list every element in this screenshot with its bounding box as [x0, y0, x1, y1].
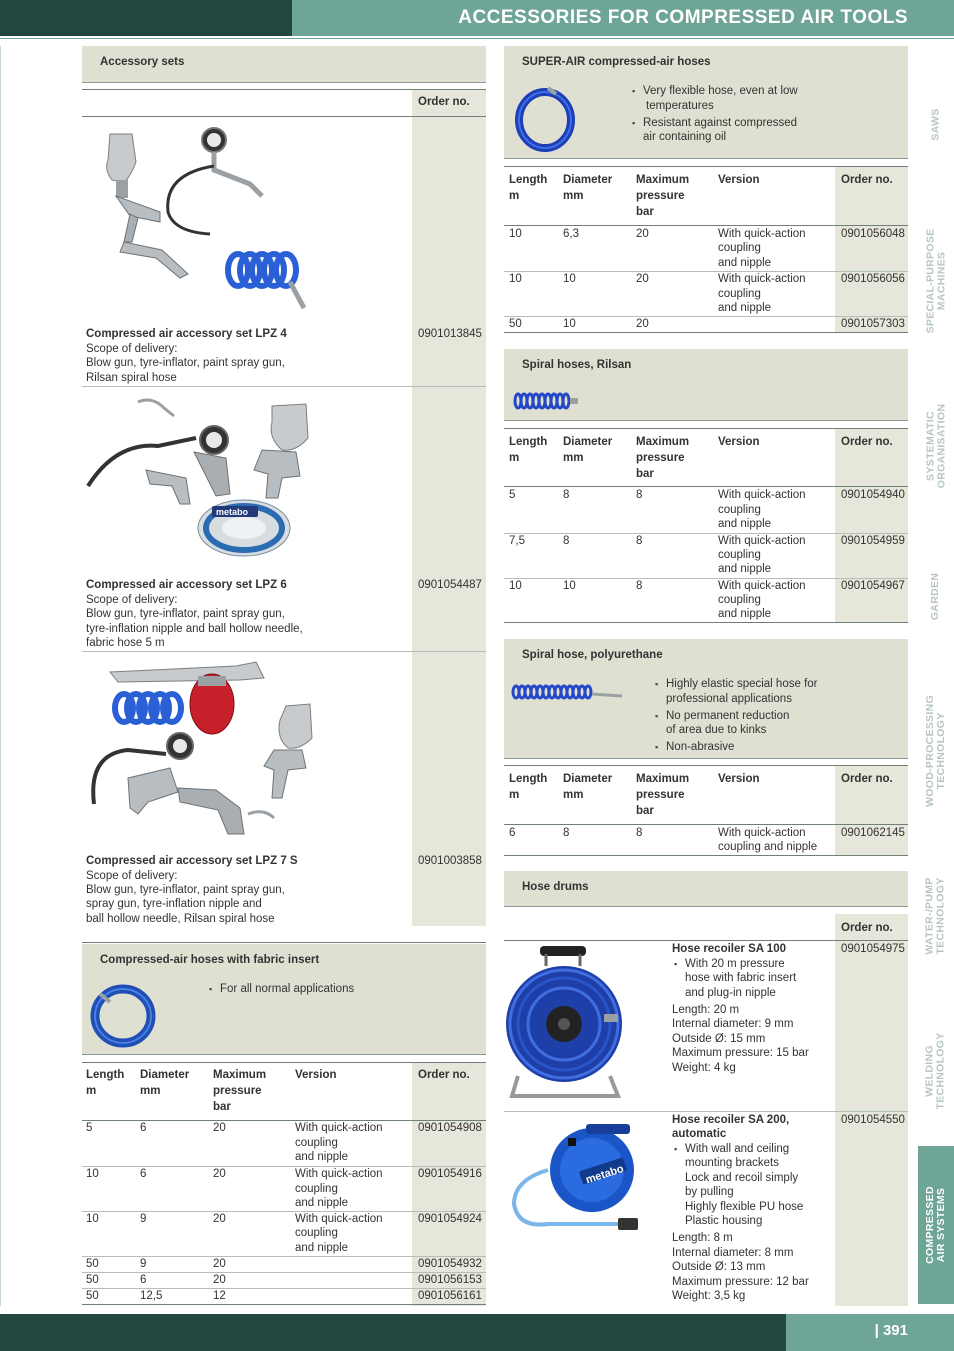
cell-version: coupling and nipple [718, 841, 818, 853]
divider [504, 1111, 908, 1112]
cell-pressure: 20 [213, 1274, 226, 1286]
sa200-bullet: ▪ With wall and ceiling [685, 1142, 789, 1157]
cell-order: 0901062145 [841, 827, 905, 839]
header-dark-band [0, 0, 292, 36]
cell-pressure: 20 [636, 228, 649, 240]
cell-diameter: 10 [563, 318, 576, 330]
sa100-name: Hose recoiler SA 100 [672, 943, 786, 955]
col-order: Order no. [841, 174, 893, 186]
cell-order: 0901054916 [418, 1168, 482, 1180]
sa200-name: automatic [672, 1128, 727, 1140]
spiral-pu-bullet-cont: professional applications [666, 693, 792, 705]
cell-length: 50 [86, 1290, 99, 1302]
cell-version: With quick-action [295, 1213, 383, 1225]
super-air-bullet: ▪ Very flexible hose, even at low [643, 84, 798, 99]
cell-length: 10 [86, 1168, 99, 1180]
cell-order: 0901054959 [841, 535, 905, 547]
cell-version: and nipple [718, 518, 772, 530]
cell-length: 50 [86, 1274, 99, 1286]
col-length-unit: m [509, 190, 520, 202]
cell-version: coupling [295, 1227, 338, 1239]
section-title: Accessory sets [100, 56, 185, 68]
cell-order: 0901056048 [841, 228, 905, 240]
cell-pressure: 20 [636, 273, 649, 285]
col-pressure: Maximum [636, 174, 690, 186]
page-number: | 391 [874, 1322, 908, 1339]
cell-diameter: 8 [563, 535, 570, 547]
cell-pressure: 20 [213, 1258, 226, 1270]
divider [504, 824, 908, 825]
cell-version: coupling [718, 242, 761, 254]
cell-version: With quick-action [295, 1168, 383, 1180]
col-pressure: pressure [213, 1085, 262, 1097]
lpz7s-scope: Scope of delivery: [86, 870, 178, 882]
sa100-spec: Weight: 4 kg [672, 1062, 736, 1074]
col-pressure: Maximum [213, 1069, 267, 1081]
spiral-pu-image [510, 682, 628, 704]
divider [504, 486, 908, 487]
divider [82, 386, 486, 387]
accessory-sets-header [82, 46, 486, 83]
cell-version: With quick-action [718, 489, 806, 501]
cell-length: 10 [86, 1213, 99, 1225]
col-length-unit: m [509, 452, 520, 464]
cell-order: 0901054932 [418, 1258, 482, 1270]
cell-diameter: 6 [140, 1122, 147, 1134]
lpz4-name: Compressed air accessory set LPZ 4 [86, 328, 287, 340]
section-title: Spiral hose, polyurethane [522, 649, 663, 661]
cell-version: With quick-action [295, 1122, 383, 1134]
cell-diameter: 6 [140, 1274, 147, 1286]
divider [82, 1062, 486, 1063]
sa200-spec: Maximum pressure: 12 bar [672, 1276, 809, 1288]
side-tab-label: SAWS [929, 107, 942, 141]
cell-order: 0901054967 [841, 580, 905, 592]
cell-version: coupling [718, 594, 761, 606]
cell-length: 50 [86, 1258, 99, 1270]
lpz4-scope: Scope of delivery: [86, 343, 178, 355]
lpz7s-contents: ball hollow needle, Rilsan spiral hose [86, 913, 275, 925]
section-title: Hose drums [522, 881, 589, 893]
cell-pressure: 8 [636, 827, 643, 839]
divider [504, 622, 908, 623]
divider [504, 225, 908, 226]
lpz7s-set-image [88, 658, 316, 848]
cell-diameter: 10 [563, 580, 576, 592]
cell-version: and nipple [718, 257, 772, 269]
footer-green-band [786, 1314, 954, 1351]
lpz6-contents: tyre-inflation nipple and ball hollow needle, [86, 623, 303, 635]
fabric-hoses-bullet: ▪ For all normal applications [220, 982, 354, 997]
cell-order: 0901056161 [418, 1290, 482, 1302]
lpz7s-contents: spray gun, tyre-inflation nipple and [86, 898, 262, 910]
page-title: ACCESSORIES FOR COMPRESSED AIR TOOLS [458, 7, 908, 28]
col-diameter: Diameter [563, 436, 613, 448]
col-pressure: pressure [636, 452, 685, 464]
cell-order: 0901054940 [841, 489, 905, 501]
lpz6-contents: fabric hose 5 m [86, 637, 165, 649]
cell-version: coupling [718, 504, 761, 516]
sa200-bullet-cont: Lock and recoil simply [685, 1172, 799, 1184]
sa200-name: Hose recoiler SA 200, [672, 1114, 790, 1126]
col-pressure: Maximum [636, 773, 690, 785]
sa100-spec: Internal diameter: 9 mm [672, 1018, 794, 1030]
super-air-bullet-cont: air containing oil [643, 131, 727, 143]
side-tab-strip [918, 46, 954, 1306]
cell-length: 5 [86, 1122, 93, 1134]
cell-pressure: 20 [636, 318, 649, 330]
lpz7s-order-no: 0901003858 [418, 855, 482, 867]
hose-recoiler-sa200-image [508, 1120, 644, 1232]
spiral-pu-bullet: ▪ Non-abrasive [666, 740, 734, 755]
order-column [412, 90, 486, 926]
hose-drums-header [504, 871, 908, 907]
cell-diameter: 9 [140, 1258, 147, 1270]
col-diameter-unit: mm [140, 1085, 161, 1097]
sa100-spec: Maximum pressure: 15 bar [672, 1047, 809, 1059]
cell-version: coupling [718, 549, 761, 561]
cell-pressure: 20 [213, 1213, 226, 1225]
divider [504, 332, 908, 333]
cell-version: and nipple [295, 1242, 349, 1254]
col-length: Length [509, 436, 548, 448]
section-title: Compressed-air hoses with fabric insert [100, 954, 320, 966]
metabo-logo: metabo [216, 507, 249, 517]
col-pressure: pressure [636, 190, 685, 202]
col-version: Version [295, 1069, 337, 1081]
side-tab-label: SPECIAL-PURPOSE MACHINES [924, 228, 948, 334]
sa200-bullet-cont: by pulling [685, 1186, 734, 1198]
sa200-bullet-cont: mounting brackets [685, 1157, 779, 1169]
lpz6-order-no: 0901054487 [418, 579, 482, 591]
cell-version: and nipple [718, 302, 772, 314]
hose-recoiler-sa100-image [506, 944, 626, 1104]
sa100-bullet: ▪ With 20 m pressure [685, 957, 785, 972]
lpz6-set-image [86, 392, 316, 568]
side-tab-garden[interactable] [918, 546, 954, 646]
lpz6-name: Compressed air accessory set LPZ 6 [86, 579, 287, 591]
super-air-bullet: ▪ Resistant against compressed [643, 116, 797, 131]
cell-pressure: 8 [636, 580, 643, 592]
divider [82, 1304, 486, 1305]
side-tab-systematic-organisation[interactable] [918, 376, 954, 516]
divider [82, 651, 486, 652]
col-length-unit: m [509, 789, 520, 801]
sa100-order-no: 0901054975 [841, 943, 905, 955]
sa200-bullet-cont: Highly flexible PU hose [685, 1201, 804, 1213]
col-diameter: Diameter [140, 1069, 190, 1081]
sa100-spec: Outside Ø: 15 mm [672, 1033, 766, 1045]
sa200-order-no: 0901054550 [841, 1114, 905, 1126]
col-length: Length [509, 174, 548, 186]
sa100-bullet-cont: and plug-in nipple [685, 987, 776, 999]
metabo-logo: metabo [584, 1162, 626, 1187]
col-pressure-unit: bar [213, 1101, 231, 1113]
super-air-bullet-cont: temperatures [646, 100, 714, 112]
col-order: Order no. [418, 1069, 470, 1081]
cell-length: 5 [509, 489, 516, 501]
cell-pressure: 8 [636, 489, 643, 501]
col-pressure: pressure [636, 789, 685, 801]
cell-order: 0901057303 [841, 318, 905, 330]
side-tab-wood-processing-technology[interactable] [918, 676, 954, 826]
order-column [835, 166, 908, 332]
footer-dark-band [0, 1314, 786, 1351]
side-tab-special-purpose-machines[interactable] [918, 216, 954, 346]
cell-pressure: 20 [213, 1168, 226, 1180]
cell-diameter: 9 [140, 1213, 147, 1225]
side-tab-label: SYSTEMATIC ORGANISATION [924, 403, 947, 489]
lpz4-contents: Blow gun, tyre-inflator, paint spray gun, [86, 357, 285, 369]
cell-diameter: 10 [563, 273, 576, 285]
header-rule [0, 38, 954, 39]
lpz4-order-no: 0901013845 [418, 328, 482, 340]
sa200-spec: Weight: 3,5 kg [672, 1290, 746, 1302]
cell-version: and nipple [295, 1197, 349, 1209]
left-rail [0, 46, 1, 1306]
col-pressure-unit: bar [636, 468, 654, 480]
spiral-pu-bullet-cont: of area due to kinks [666, 724, 767, 736]
divider [504, 940, 908, 941]
cell-order: 0901056153 [418, 1274, 482, 1286]
section-title: SUPER-AIR compressed-air hoses [522, 56, 711, 68]
order-column [835, 914, 908, 1306]
lpz7s-contents: Blow gun, tyre-inflator, paint spray gun, [86, 884, 285, 896]
col-version: Version [718, 773, 760, 785]
col-diameter: Diameter [563, 773, 613, 785]
col-diameter-unit: mm [563, 452, 584, 464]
divider [82, 942, 486, 943]
side-tab-label: WOOD-PROCESSING TECHNOLOGY [924, 695, 947, 807]
side-tab-label: COMPRESSED AIR SYSTEMS [924, 1186, 947, 1264]
cell-version: and nipple [718, 608, 772, 620]
lpz7s-name: Compressed air accessory set LPZ 7 S [86, 855, 298, 867]
cell-version: coupling [718, 288, 761, 300]
divider [504, 166, 908, 167]
cell-version: With quick-action [718, 535, 806, 547]
order-header: Order no. [418, 96, 470, 108]
sa100-bullet-cont: hose with fabric insert [685, 972, 797, 984]
cell-version: With quick-action [718, 273, 806, 285]
cell-length: 10 [509, 228, 522, 240]
cell-pressure: 20 [213, 1122, 226, 1134]
spiral-pu-bullet: ▪ Highly elastic special hose for [666, 677, 818, 692]
divider [504, 428, 908, 429]
lpz6-scope: Scope of delivery: [86, 594, 178, 606]
col-version: Version [718, 174, 760, 186]
divider [504, 765, 908, 766]
cell-length: 50 [509, 318, 522, 330]
super-air-hose-image [512, 84, 578, 154]
fabric-hose-image [90, 984, 156, 1048]
cell-order: 0901054924 [418, 1213, 482, 1225]
spiral-pu-bullet: ▪ No permanent reduction [666, 709, 789, 724]
cell-diameter: 12,5 [140, 1290, 163, 1302]
cell-version: coupling [295, 1137, 338, 1149]
side-tab-saws[interactable] [918, 46, 954, 202]
cell-version: coupling [295, 1183, 338, 1195]
col-length-unit: m [86, 1085, 97, 1097]
cell-diameter: 8 [563, 489, 570, 501]
divider [82, 116, 486, 117]
col-length: Length [509, 773, 548, 785]
col-pressure-unit: bar [636, 206, 654, 218]
col-diameter: Diameter [563, 174, 613, 186]
lpz4-set-image [90, 122, 320, 320]
spiral-rilsan-image [512, 390, 578, 412]
col-diameter-unit: mm [563, 789, 584, 801]
cell-diameter: 6,3 [563, 228, 579, 240]
cell-diameter: 8 [563, 827, 570, 839]
cell-length: 6 [509, 827, 516, 839]
cell-order: 0901054908 [418, 1122, 482, 1134]
sa200-spec: Internal diameter: 8 mm [672, 1247, 794, 1259]
col-order: Order no. [841, 922, 893, 934]
cell-pressure: 8 [636, 535, 643, 547]
cell-length: 7,5 [509, 535, 525, 547]
sa200-spec: Length: 8 m [672, 1232, 733, 1244]
side-tab-welding-technology[interactable] [918, 1006, 954, 1136]
col-version: Version [718, 436, 760, 448]
cell-pressure: 12 [213, 1290, 226, 1302]
sa200-bullet-cont: Plastic housing [685, 1215, 763, 1227]
cell-order: 0901056056 [841, 273, 905, 285]
side-tab-water-pump-technology[interactable] [918, 856, 954, 976]
col-pressure-unit: bar [636, 805, 654, 817]
side-tab-compressed-air-systems[interactable] [918, 1146, 954, 1304]
cell-length: 10 [509, 273, 522, 285]
sa200-spec: Outside Ø: 13 mm [672, 1261, 766, 1273]
lpz6-contents: Blow gun, tyre-inflator, paint spray gun, [86, 608, 285, 620]
col-order: Order no. [841, 773, 893, 785]
col-pressure: Maximum [636, 436, 690, 448]
cell-version: With quick-action [718, 228, 806, 240]
cell-version: and nipple [718, 563, 772, 575]
side-tab-label: GARDEN [929, 572, 942, 620]
lpz4-contents: Rilsan spiral hose [86, 372, 177, 384]
section-title: Spiral hoses, Rilsan [522, 359, 632, 371]
sa100-spec: Length: 20 m [672, 1004, 740, 1016]
divider [504, 855, 908, 856]
cell-length: 10 [509, 580, 522, 592]
cell-version: and nipple [295, 1151, 349, 1163]
cell-version: With quick-action [718, 580, 806, 592]
cell-diameter: 6 [140, 1168, 147, 1180]
side-tab-label: WELDING TECHNOLOGY [924, 1032, 947, 1110]
col-diameter-unit: mm [563, 190, 584, 202]
col-order: Order no. [841, 436, 893, 448]
col-length: Length [86, 1069, 125, 1081]
side-tab-label: WATER-/PUMP TECHNOLOGY [924, 877, 947, 955]
cell-version: With quick-action [718, 827, 806, 839]
